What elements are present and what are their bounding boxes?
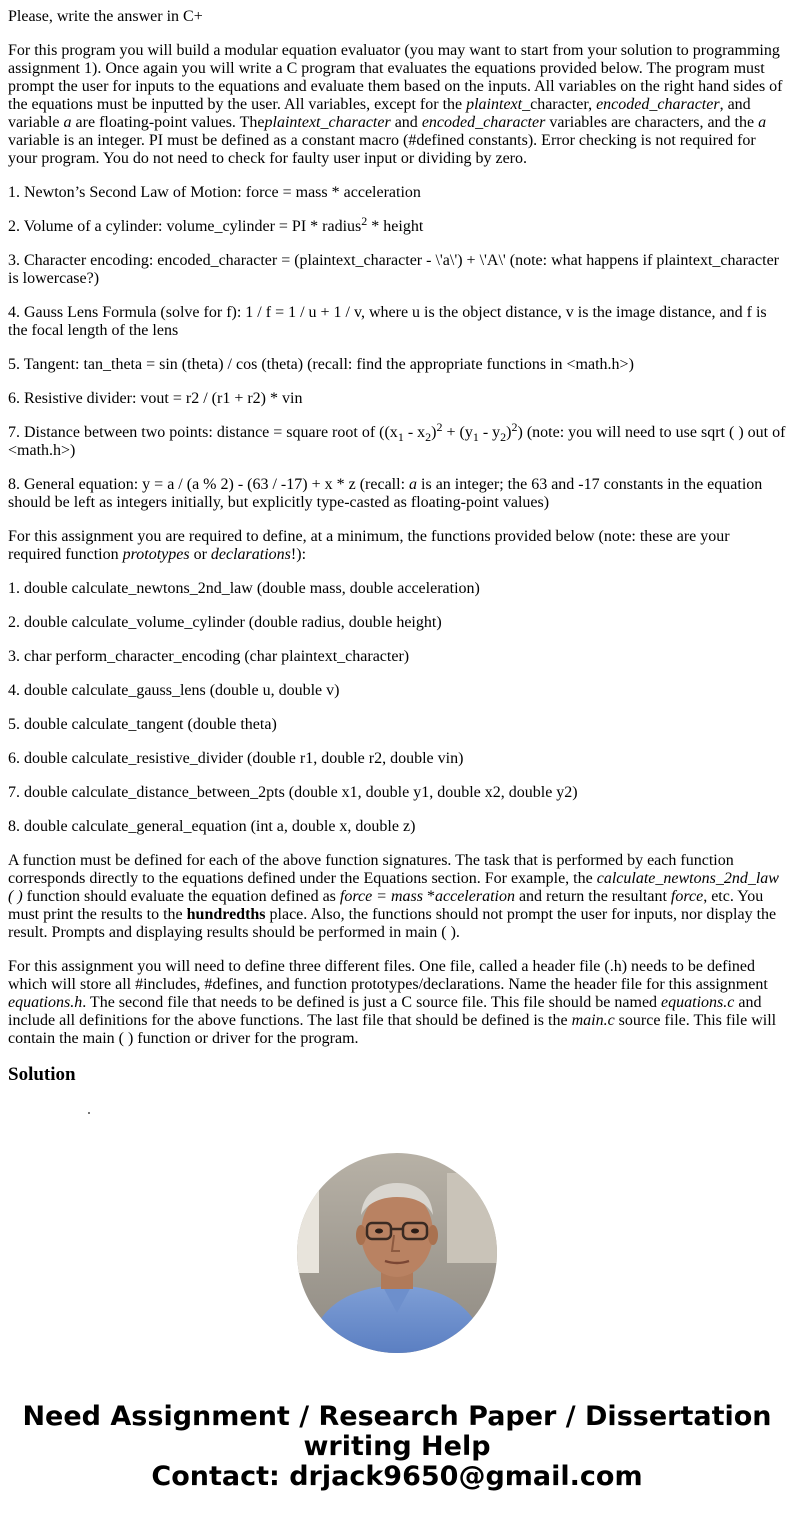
stray-dot <box>88 1112 90 1114</box>
equation-5: 5. Tangent: tan_theta = sin (theta) / cos (theta) (recall: find the appropriate functions in <math.h>) <box>8 356 634 373</box>
equation-2: 2. Volume of a cylinder: volume_cylinder = PI * radius$^2$ * height <box>8 214 424 235</box>
intro-line: Please, write the answer in C+ <box>8 8 203 25</box>
function-prototype: 3. char perform_character_encoding (char plaintext_character) <box>8 648 410 665</box>
equation-8: 8. General equation: y = a / (a % 2) - (63 / -17) + x * z (recall: a is an integer; the 63 and -17 constants in the equation should be left as integers initially, but explicitly type-casted as floating-point values) <box>8 476 763 511</box>
function-prototype: 7. double calculate_distance_between_2pts (double x1, double y1, double x2, double y2) <box>8 784 578 801</box>
author-avatar <box>297 1153 497 1353</box>
assignment-description: For this program you will build a modular equation evaluator (you may want to start from your solution to programming assignment 1). Once again you will write a C program that evaluates the equations provided below. The program must prompt the user for inputs to the equations and evaluate them based on the inputs. All variables on the right hand sides of the equations must be inputted by the user. All variables, except for the plaintext_character, encoded_character, and variable a are floating-point values. Theplaintext_character and encoded_character variables are characters, and the a variable is an integer. PI must be defined as a constant macro (#defined constants). Error checking is not required for your program. You do not need to check for faulty user input or dividing by zero. <box>8 42 783 167</box>
document-body <box>8 8 786 1086</box>
footer-help-line: Need Assignment / Research Paper / Dissertation writing Help <box>22 1401 772 1462</box>
equation-1: 1. Newton’s Second Law of Motion: force = mass * acceleration <box>8 184 421 201</box>
equation-4: 4. Gauss Lens Formula (solve for f): 1 / f = 1 / u + 1 / v, where u is the object distance, v is the image distance, and f is the focal length of the lens <box>8 304 767 339</box>
footer-contact-line: Contact: drjack9650@gmail.com <box>151 1461 643 1492</box>
function-requirements: A function must be defined for each of the above function signatures. The task that is performed by each function corresponds directly to the equations defined under the Equations section. For example, the calculate_newtons_2nd_law ( ) function should evaluate the equation defined as force = mass *acceleration and return the resultant force, etc. You must print the results to the hundredths place. Also, the functions should not prompt the user for inputs, nor display the result. Prompts and displaying results should be performed in main ( ). <box>8 852 779 941</box>
author-portrait-icon <box>297 1153 497 1353</box>
contact-footer <box>0 1402 794 1492</box>
function-prototype: 4. double calculate_gauss_lens (double u, double v) <box>8 682 340 699</box>
equation-3: 3. Character encoding: encoded_character = (plaintext_character - \'a\') + \'A\' (note: what happens if plaintext_character is lowercase?) <box>8 252 779 287</box>
functions-intro: For this assignment you are required to define, at a minimum, the functions provided below (note: these are your required function prototypes or declarations!): <box>8 528 730 563</box>
function-prototype: 8. double calculate_general_equation (int a, double x, double z) <box>8 818 416 835</box>
function-prototype: 6. double calculate_resistive_divider (double r1, double r2, double vin) <box>8 750 464 767</box>
function-prototype: 5. double calculate_tangent (double theta) <box>8 716 277 733</box>
function-prototype: 1. double calculate_newtons_2nd_law (double mass, double acceleration) <box>8 580 480 597</box>
file-requirements: For this assignment you will need to define three different files. One file, called a header file (.h) needs to be defined which will store all #includes, #defines, and function prototypes/declarations. Name the header file for this assignment equations.h. The second file that needs to be defined is just a C source file. This file should be named equations.c and include all definitions for the above functions. The last file that should be defined is the main.c source file. This file will contain the main ( ) function or driver for the program. <box>8 958 777 1047</box>
equation-6: 6. Resistive divider: vout = r2 / (r1 + r2) * vin <box>8 390 303 407</box>
equation-7: 7. Distance between two points: distance = square root of $((x_1 - x_2)^2 + (y_1 - y_2)^2)$ (note: you will need to use sqrt ( ) out of <math.h>) <box>8 420 786 459</box>
solution-heading: Solution <box>8 1064 76 1085</box>
function-prototype: 2. double calculate_volume_cylinder (double radius, double height) <box>8 614 442 631</box>
